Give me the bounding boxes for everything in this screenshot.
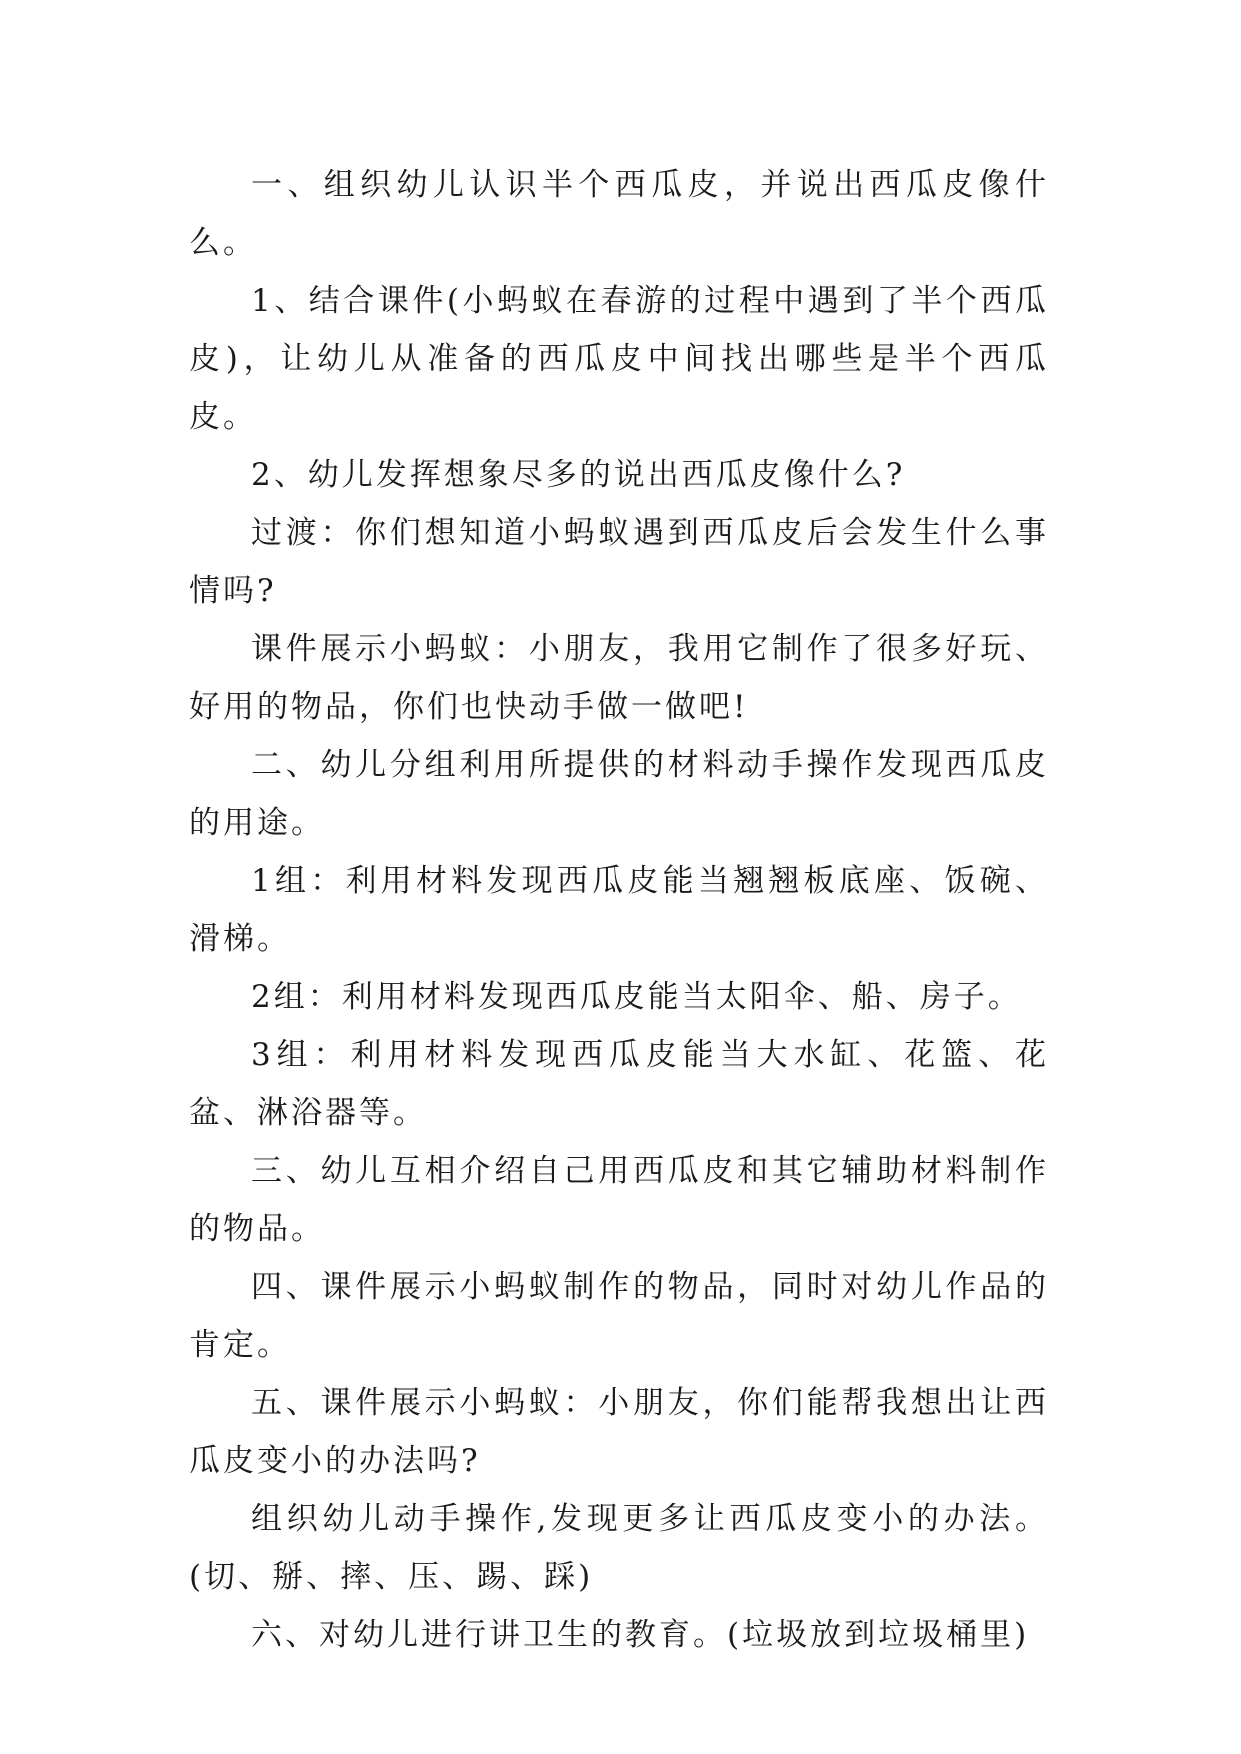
paragraph-section-3: 三、幼儿互相介绍自己用西瓜皮和其它辅助材料制作的物品。 bbox=[189, 1153, 1049, 1247]
paragraph-transition: 过渡：你们想知道小蚂蚁遇到西瓜皮后会发生什么事情吗? bbox=[189, 515, 1049, 609]
paragraph-group-1: 1组：利用材料发现西瓜皮能当翘翘板底座、饭碗、滑梯。 bbox=[189, 863, 1049, 957]
paragraph-group-3: 3组：利用材料发现西瓜皮能当大水缸、花篮、花盆、淋浴器等。 bbox=[189, 1037, 1049, 1131]
paragraph-item-1: 1、结合课件(小蚂蚁在春游的过程中遇到了半个西瓜皮)，让幼儿从准备的西瓜皮中间找出哪些是半个西瓜皮。 bbox=[189, 283, 1049, 435]
paragraph-courseware-1: 课件展示小蚂蚁：小朋友，我用它制作了很多好玩、好用的物品，你们也快动手做一做吧! bbox=[189, 631, 1049, 725]
paragraph-section-5: 五、课件展示小蚂蚁：小朋友，你们能帮我想出让西瓜皮变小的办法吗? bbox=[189, 1385, 1049, 1479]
paragraph-section-4: 四、课件展示小蚂蚁制作的物品，同时对幼儿作品的肯定。 bbox=[189, 1269, 1049, 1363]
paragraph-activity: 组织幼儿动手操作,发现更多让西瓜皮变小的办法。(切、掰、摔、压、踢、踩) bbox=[189, 1501, 1049, 1595]
paragraph-section-2: 二、幼儿分组利用所提供的材料动手操作发现西瓜皮的用途。 bbox=[189, 747, 1049, 841]
paragraph-group-2: 2组：利用材料发现西瓜皮能当太阳伞、船、房子。 bbox=[251, 979, 1022, 1015]
paragraph-section-6: 六、对幼儿进行讲卫生的教育。(垃圾放到垃圾桶里) bbox=[251, 1617, 1030, 1653]
paragraph-item-2: 2、幼儿发挥想象尽多的说出西瓜皮像什么? bbox=[251, 457, 906, 493]
document-body bbox=[189, 156, 1049, 1664]
paragraph-section-1: 一、组织幼儿认识半个西瓜皮，并说出西瓜皮像什么。 bbox=[189, 167, 1049, 261]
